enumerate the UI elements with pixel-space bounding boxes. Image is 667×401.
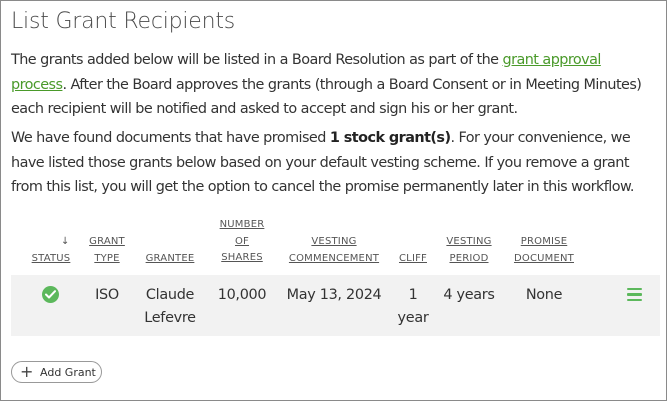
add-grant-label: Add Grant — [40, 366, 96, 379]
promised-grants-count: 1 stock grant(s) — [329, 130, 451, 146]
col-header-grant-type[interactable]: GRANT TYPE — [89, 236, 125, 264]
cell-vesting-period: 4 years — [443, 287, 495, 303]
check-circle-icon — [42, 286, 59, 303]
cell-vesting-commencement: May 13, 2024 — [286, 287, 382, 303]
intro-text-after: . After the Board approves the grants (through a Board Consent or in Meeting Minutes) each recipient will be notified and asked to accept and sign his or her grant. — [11, 76, 642, 117]
sort-arrow-icon: ↓ — [61, 236, 70, 247]
notice-text-before: We have found documents that have promised — [11, 130, 330, 146]
col-header-grantee[interactable]: GRANTEE — [145, 253, 195, 264]
col-header-promise-document[interactable]: PROMISE DOCUMENT — [513, 236, 574, 264]
cell-cliff: 1 year — [397, 287, 429, 326]
notice-text-after: . For your convenience, we have listed those grants below based on your default vesting scheme. If you remove a grant from this list, you will get the option to cancel the promise permanently later in this workflow. — [11, 130, 634, 195]
intro-text-before: The grants added below will be listed in a Board Resolution as part of the — [11, 52, 503, 68]
cell-grant-type: ISO — [95, 287, 119, 303]
grant-approval-process-link[interactable]: grant approval process — [11, 52, 601, 93]
col-header-vesting-commencement[interactable]: VESTING COMMENCEMENT — [288, 236, 380, 264]
checkmark-icon — [45, 290, 56, 299]
plus-icon: + — [20, 362, 34, 381]
col-header-cliff[interactable]: CLIFF — [398, 253, 427, 264]
hamburger-menu-icon[interactable] — [627, 288, 643, 302]
cell-promise-document: None — [525, 287, 563, 303]
col-header-status[interactable]: STATUS — [31, 253, 71, 264]
intro-paragraph — [11, 48, 659, 122]
cell-grantee: Claude Lefevre — [144, 287, 196, 326]
add-grant-button[interactable] — [11, 361, 102, 383]
col-header-number-of-shares[interactable]: NUMBER OF SHARES — [219, 219, 265, 263]
page-title: List Grant Recipients — [11, 9, 236, 34]
notice-paragraph — [11, 126, 659, 200]
col-header-vesting-period[interactable]: VESTING PERIOD — [446, 236, 492, 264]
cell-number-of-shares: 10,000 — [217, 287, 267, 303]
